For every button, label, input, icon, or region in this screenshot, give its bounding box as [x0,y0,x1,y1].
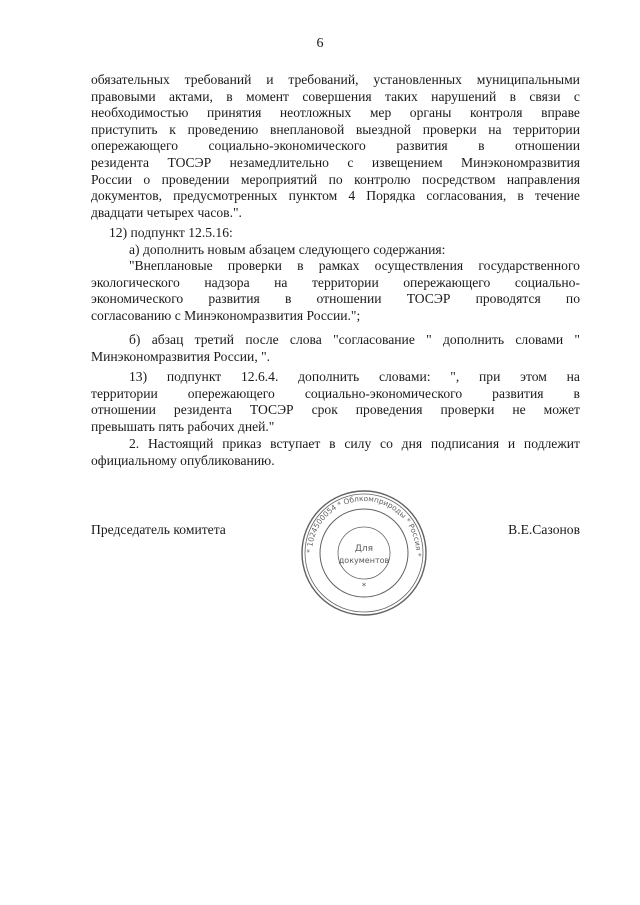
text-line: обязательных требований и требований, установленных муниципальными [91,72,580,87]
stamp-ring-text: * 1024500054 * Облкомприроды * Россия * [304,493,424,557]
item-2-line: официальному опубликованию. [91,452,275,468]
text-line: двадцати четырех часов.". [91,204,242,220]
text-line: правовыми актами, в момент совершения таких нарушений в связи с [91,88,580,104]
item-12 [91,225,580,325]
item-12-sub-b [91,332,580,365]
sub-b-line: Минэкономразвития России, ". [91,348,271,364]
item-12-sub-a: а) дополнить новым абзацем следующего содержания: [129,241,446,257]
official-seal-stamp [298,487,430,619]
quote-line: "Внеплановые проверки в рамках осуществления государственного [129,258,580,274]
item-2-line: 2. Настоящий приказ вступает в силу со дня подписания и подлежит [129,436,580,451]
page-number: 6 [316,36,324,51]
stamp-star-icon: * [361,582,367,592]
text-line: документов, предусмотренных пунктом 4 Порядка согласования, в течение [91,188,580,204]
text-line: приступить к проведению внеплановой выездной проверки на территории [91,121,580,137]
stamp-center-line1: Для [354,544,374,554]
quote-line: экономического развития в отношении ТОСЭР проводятся по [91,291,580,307]
text-line: резидента ТОСЭР незамедлительно с извещением Минэкономразвития [91,154,580,170]
item-12-heading: 12) подпункт 12.5.16: [109,225,233,240]
item-13-line: отношении резидента ТОСЭР срок проведения проверки не может [91,402,580,418]
sub-b-line: б) абзац третий после слова "согласование " дополнить словами " [129,332,580,347]
quote-line: экологического надзора на территории опережающего социально- [91,274,580,290]
quote-line: согласованию с Минэкономразвития России."; [91,307,361,323]
item-13-line: 13) подпункт 12.6.4. дополнить словами: ", при этом на [129,369,580,384]
text-line: России о проведении мероприятий по контролю посредством направления [91,171,580,187]
stamp-center-line2: документов [338,556,390,565]
text-line: необходимостью принятия неотложных мер органы контроля вправе [91,105,580,121]
item-13 [91,369,580,435]
item-13-line: превышать пять рабочих дней." [91,418,275,434]
text-line: опережающего социально-экономического развития в отношении [91,138,580,154]
item-2 [91,436,580,469]
continuation-paragraph [91,72,580,221]
signatory-name: В.Е.Сазонов [508,522,580,537]
signatory-position: Председатель комитета [91,522,226,537]
item-13-line: территории опережающего социально-экономического развития в [91,385,580,401]
